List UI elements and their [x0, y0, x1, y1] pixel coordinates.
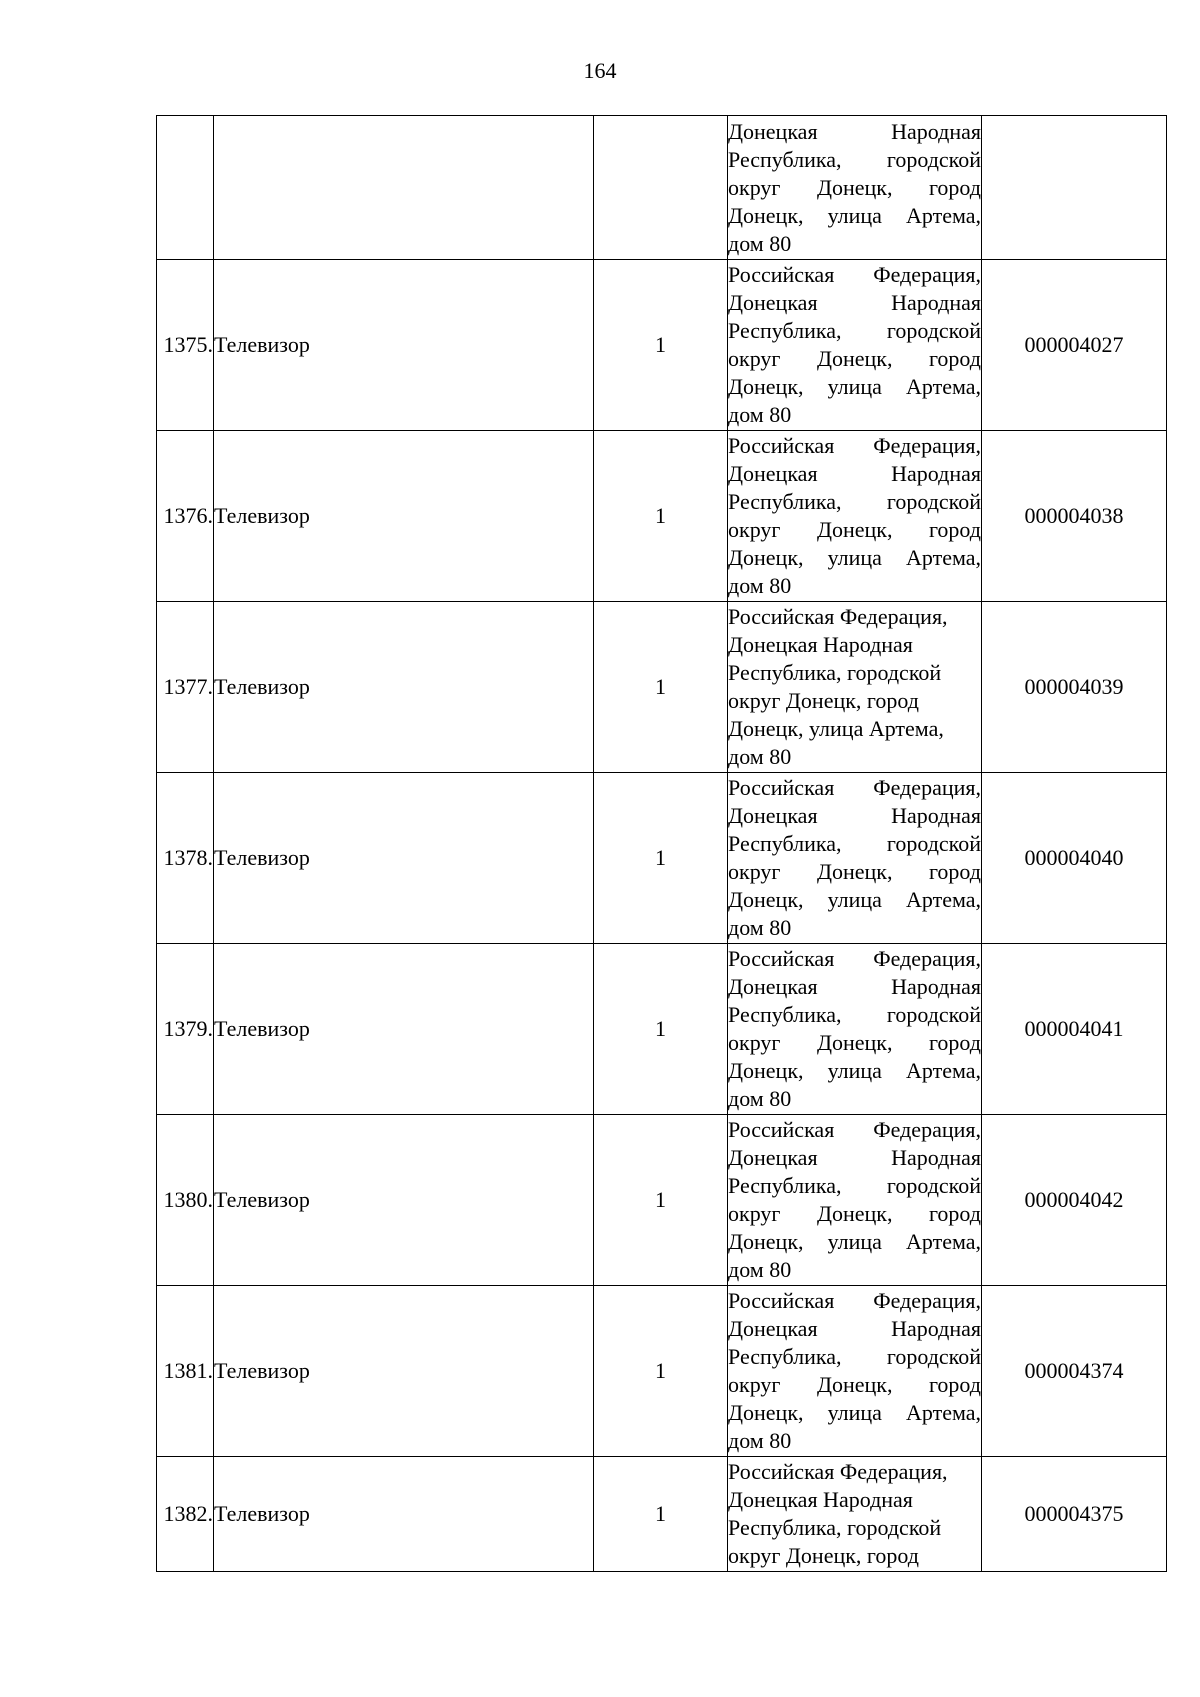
inventory-number-cell: 000004375 — [982, 1457, 1167, 1572]
address-cell — [728, 773, 982, 944]
table-row — [157, 1457, 1167, 1572]
table-row — [157, 944, 1167, 1115]
quantity-cell: 1 — [594, 944, 728, 1115]
table-row — [157, 116, 1167, 260]
item-name-cell: Телевизор — [214, 944, 594, 1115]
address-text: Российская Федерация, Донецкая Народная Республика, городской округ Донецк, город Донецк, улица Артема, дом 80 — [728, 604, 948, 769]
quantity-cell: 1 — [594, 431, 728, 602]
row-number-cell: 1376. — [157, 431, 214, 602]
table-row — [157, 431, 1167, 602]
address-text: Российская Федерация, Донецкая Народная Республика, городской округ Донецк, город Донецк, улица Артема, дом 80 — [728, 1288, 981, 1453]
address-cell — [728, 1457, 982, 1572]
item-name-cell: Телевизор — [214, 1457, 594, 1572]
address-cell — [728, 1115, 982, 1286]
item-name-cell: Телевизор — [214, 1115, 594, 1286]
item-name-cell: Телевизор — [214, 1286, 594, 1457]
row-number-cell: 1382. — [157, 1457, 214, 1572]
item-name-cell: Телевизор — [214, 431, 594, 602]
row-number-cell: 1379. — [157, 944, 214, 1115]
table-row — [157, 773, 1167, 944]
address-cell — [728, 116, 982, 260]
quantity-cell: 1 — [594, 602, 728, 773]
row-number-cell: 1381. — [157, 1286, 214, 1457]
inventory-number-cell — [982, 116, 1167, 260]
row-number-cell: 1380. — [157, 1115, 214, 1286]
quantity-cell — [594, 116, 728, 260]
inventory-number-cell: 000004041 — [982, 944, 1167, 1115]
item-name-cell — [214, 116, 594, 260]
address-text: Российская Федерация, Донецкая Народная Республика, городской округ Донецк, город Донецк, улица Артема, дом 80 — [728, 433, 981, 598]
quantity-cell: 1 — [594, 1457, 728, 1572]
inventory-number-cell: 000004027 — [982, 260, 1167, 431]
inventory-number-cell: 000004374 — [982, 1286, 1167, 1457]
address-text: Российская Федерация, Донецкая Народная Республика, городской округ Донецк, город Донецк, улица Артема, дом 80 — [728, 262, 981, 427]
row-number-cell: 1375. — [157, 260, 214, 431]
row-number-cell — [157, 116, 214, 260]
inventory-number-cell: 000004039 — [982, 602, 1167, 773]
address-cell — [728, 1286, 982, 1457]
item-name-cell: Телевизор — [214, 260, 594, 431]
table-row — [157, 1115, 1167, 1286]
inventory-table — [156, 115, 1167, 1572]
address-text: Российская Федерация, Донецкая Народная Республика, городской округ Донецк, город Донецк, улица Артема, дом 80 — [728, 1117, 981, 1282]
inventory-number-cell: 000004040 — [982, 773, 1167, 944]
table-row — [157, 1286, 1167, 1457]
address-text: Российская Федерация, Донецкая Народная Республика, городской округ Донецк, город Донецк, улица Артема, дом 80 — [728, 946, 981, 1111]
quantity-cell: 1 — [594, 1286, 728, 1457]
row-number-cell: 1378. — [157, 773, 214, 944]
address-cell — [728, 944, 982, 1115]
address-cell — [728, 431, 982, 602]
quantity-cell: 1 — [594, 1115, 728, 1286]
inventory-number-cell: 000004042 — [982, 1115, 1167, 1286]
row-number-cell: 1377. — [157, 602, 214, 773]
address-text: Российская Федерация, Донецкая Народная Республика, городской округ Донецк, город — [728, 1459, 948, 1568]
address-cell — [728, 260, 982, 431]
item-name-cell: Телевизор — [214, 773, 594, 944]
address-cell — [728, 602, 982, 773]
address-text: Российская Федерация, Донецкая Народная Республика, городской округ Донецк, город Донецк, улица Артема, дом 80 — [728, 775, 981, 940]
table-row — [157, 602, 1167, 773]
quantity-cell: 1 — [594, 773, 728, 944]
quantity-cell: 1 — [594, 260, 728, 431]
address-text: Донецкая Народная Республика, городской округ Донецк, город Донецк, улица Артема, дом 80 — [728, 118, 981, 256]
inventory-number-cell: 000004038 — [982, 431, 1167, 602]
item-name-cell: Телевизор — [214, 602, 594, 773]
table-row — [157, 260, 1167, 431]
page-number: 164 — [583, 58, 617, 83]
